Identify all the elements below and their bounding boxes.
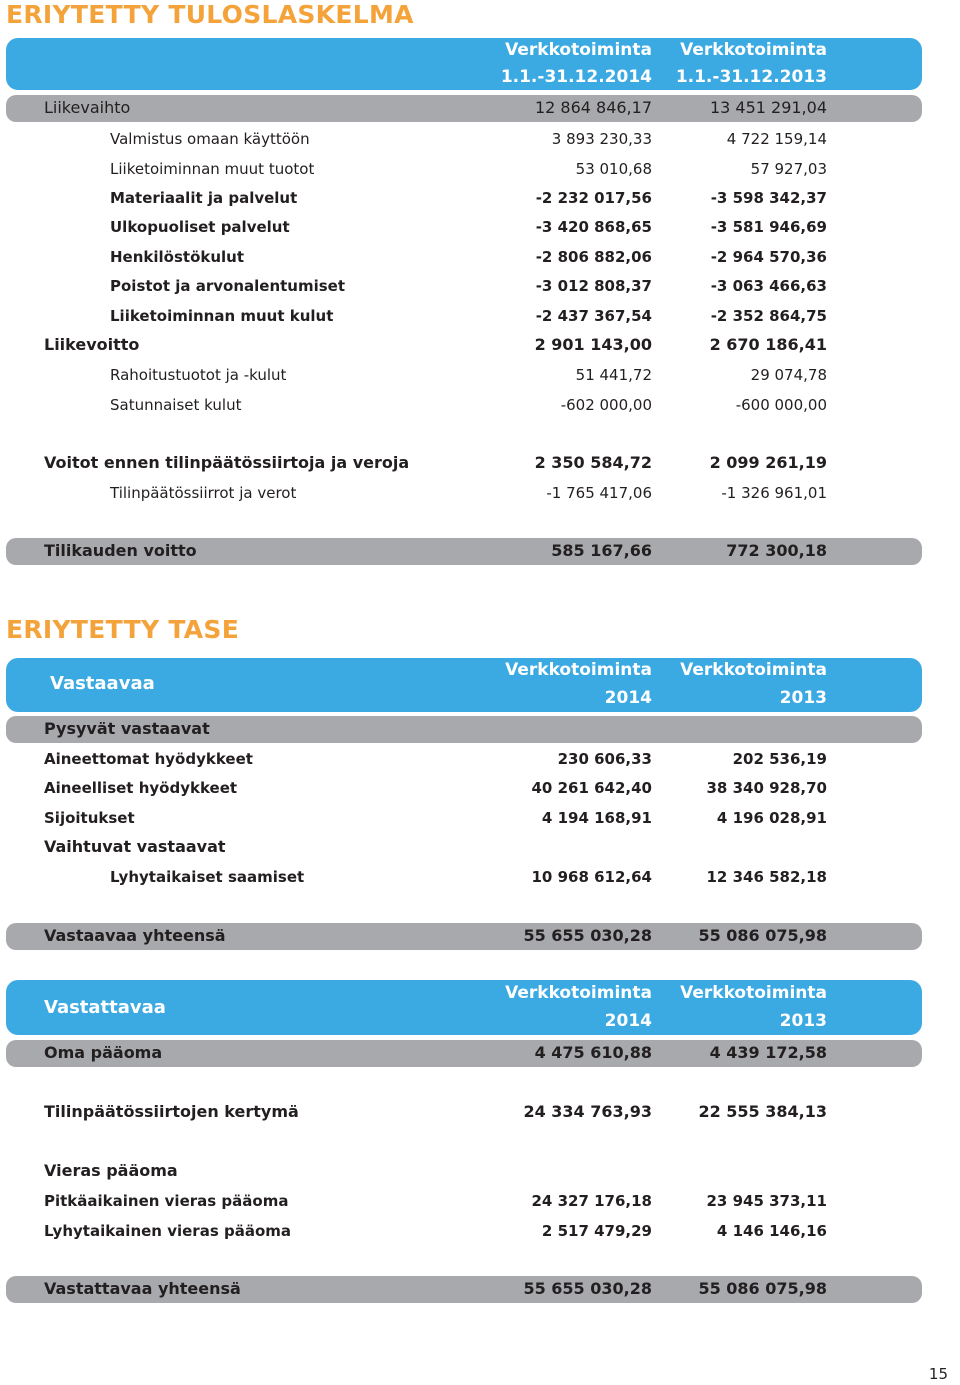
row-label: Poistot ja arvonalentumiset	[110, 277, 346, 295]
row-label: Aineelliset hyödykkeet	[44, 779, 238, 797]
assets-header-label: Vastaavaa	[50, 673, 155, 694]
liikevoitto-row	[0, 332, 960, 358]
section-label: Pysyvät vastaavat	[44, 719, 210, 738]
value-2014: 40 261 642,40	[531, 779, 652, 797]
assets-col1-line1: Verkkotoiminta	[505, 660, 652, 680]
tilikauden-voitto-row	[0, 538, 960, 564]
row-label: Voitot ennen tilinpäätössiirtoja ja veroja	[44, 453, 410, 472]
income-col1-line1: Verkkotoiminta	[505, 40, 652, 60]
oma-paaoma-row	[0, 1040, 960, 1066]
row-label: Rahoitustuotot ja -kulut	[110, 366, 287, 384]
row-label: Tilinpäätössiirrot ja verot	[110, 484, 297, 502]
row-label: Pitkäaikainen vieras pääoma	[44, 1192, 289, 1210]
value-2014: 10 968 612,64	[531, 868, 652, 886]
value-2014: 230 606,33	[557, 750, 652, 768]
row-label: Liiketoiminnan muut tuotot	[110, 160, 315, 178]
value-2014: 55 655 030,28	[523, 1279, 652, 1298]
liikevaihto-row	[0, 95, 960, 121]
row-label: Lyhytaikainen vieras pääoma	[44, 1222, 292, 1240]
assets-col1-line2: 2014	[604, 688, 652, 708]
value-2014: 53 010,68	[575, 160, 652, 178]
income-row	[0, 392, 960, 418]
liab-col2-line1: Verkkotoiminta	[680, 983, 827, 1003]
income-row	[0, 214, 960, 240]
value-2013: 12 346 582,18	[706, 868, 827, 886]
value-2014: 3 893 230,33	[551, 130, 652, 148]
row-label: Tilikauden voitto	[44, 541, 197, 560]
value-2013: 4 722 159,14	[726, 130, 827, 148]
value-2014: 12 864 846,17	[534, 98, 652, 117]
vastaavaa-yhteensa-row	[0, 923, 960, 949]
row-label: Satunnaiset kulut	[110, 396, 242, 414]
row-label: Vastaavaa yhteensä	[44, 926, 226, 945]
value-2013: -3 063 466,63	[710, 277, 827, 295]
income-col2-line1: Verkkotoiminta	[680, 40, 827, 60]
value-2013: 2 099 261,19	[709, 453, 827, 472]
asset-row	[0, 805, 960, 831]
income-col1-line2: 1.1.-31.12.2014	[500, 67, 652, 87]
vastattavaa-yhteensa-row	[0, 1276, 960, 1302]
row-label: Sijoitukset	[44, 809, 135, 827]
value-2013: 23 945 373,11	[706, 1192, 827, 1210]
page-number: 15	[928, 1365, 948, 1383]
row-label: Vastattavaa yhteensä	[44, 1279, 241, 1298]
row-label: Liikevaihto	[44, 98, 131, 117]
income-row	[0, 126, 960, 152]
value-2014: -1 765 417,06	[546, 484, 652, 502]
value-2013: 57 927,03	[750, 160, 827, 178]
row-label: Valmistus omaan käyttöön	[110, 130, 310, 148]
income-row	[0, 362, 960, 388]
row-label: Lyhytaikaiset saamiset	[110, 868, 305, 886]
value-2014: 2 350 584,72	[534, 453, 652, 472]
section-label: Vaihtuvat vastaavat	[44, 837, 226, 856]
value-2014: 24 334 763,93	[523, 1102, 652, 1121]
row-label: Materiaalit ja palvelut	[110, 189, 298, 207]
value-2014: -3 012 808,37	[535, 277, 652, 295]
income-row	[0, 185, 960, 211]
value-2013: -600 000,00	[735, 396, 827, 414]
value-2014: -2 437 367,54	[535, 307, 652, 325]
value-2014: 2 517 479,29	[541, 1222, 652, 1240]
income-row	[0, 273, 960, 299]
liab-col2-line2: 2013	[779, 1011, 827, 1031]
liabilities-header-label: Vastattavaa	[44, 997, 166, 1018]
liability-row	[0, 1218, 960, 1244]
asset-row	[0, 746, 960, 772]
value-2013: 4 439 172,58	[709, 1043, 827, 1062]
row-label: Aineettomat hyödykkeet	[44, 750, 253, 768]
value-2013: -3 581 946,69	[710, 218, 827, 236]
value-2013: -3 598 342,37	[710, 189, 827, 207]
row-label: Tilinpäätössiirtojen kertymä	[44, 1102, 299, 1121]
assets-col2-line1: Verkkotoiminta	[680, 660, 827, 680]
value-2014: -2 232 017,56	[535, 189, 652, 207]
assets-col2-line2: 2013	[779, 688, 827, 708]
value-2013: 38 340 928,70	[706, 779, 827, 797]
value-2013: 55 086 075,98	[698, 1279, 827, 1298]
voitot-row	[0, 450, 960, 476]
section-label: Vieras pääoma	[44, 1161, 178, 1180]
value-2014: 24 327 176,18	[531, 1192, 652, 1210]
value-2014: 55 655 030,28	[523, 926, 652, 945]
vieras-row	[0, 1158, 960, 1184]
balance-sheet-title: ERIYTETTY TASE	[6, 615, 240, 644]
value-2013: 13 451 291,04	[709, 98, 827, 117]
kertyma-row	[0, 1099, 960, 1125]
value-2014: 2 901 143,00	[534, 335, 652, 354]
liab-col1-line2: 2014	[604, 1011, 652, 1031]
row-label: Henkilöstökulut	[110, 248, 245, 266]
value-2013: 4 196 028,91	[716, 809, 827, 827]
value-2013: 772 300,18	[726, 541, 827, 560]
row-label: Oma pääoma	[44, 1043, 163, 1062]
income-row	[0, 480, 960, 506]
income-statement-title: ERIYTETTY TULOSLASKELMA	[6, 0, 414, 29]
value-2014: 4 194 168,91	[541, 809, 652, 827]
value-2014: 51 441,72	[575, 366, 652, 384]
value-2013: 4 146 146,16	[716, 1222, 827, 1240]
value-2014: -3 420 868,65	[535, 218, 652, 236]
value-2013: 202 536,19	[732, 750, 827, 768]
row-label: Liikevoitto	[44, 335, 140, 354]
value-2014: 4 475 610,88	[534, 1043, 652, 1062]
row-label: Liiketoiminnan muut kulut	[110, 307, 334, 325]
value-2013: 22 555 384,13	[698, 1102, 827, 1121]
value-2013: -2 352 864,75	[710, 307, 827, 325]
income-row	[0, 156, 960, 182]
asset-row	[0, 775, 960, 801]
asset-row	[0, 864, 960, 890]
value-2014: -2 806 882,06	[535, 248, 652, 266]
row-label: Ulkopuoliset palvelut	[110, 218, 290, 236]
value-2013: 55 086 075,98	[698, 926, 827, 945]
value-2014: -602 000,00	[560, 396, 652, 414]
income-col2-line2: 1.1.-31.12.2013	[675, 67, 827, 87]
pysyvat-row	[0, 716, 960, 742]
income-row	[0, 244, 960, 270]
value-2013: -2 964 570,36	[710, 248, 827, 266]
value-2014: 585 167,66	[551, 541, 652, 560]
vaihtuvat-row	[0, 834, 960, 860]
value-2013: 2 670 186,41	[709, 335, 827, 354]
income-row	[0, 303, 960, 329]
value-2013: 29 074,78	[750, 366, 827, 384]
liab-col1-line1: Verkkotoiminta	[505, 983, 652, 1003]
value-2013: -1 326 961,01	[721, 484, 827, 502]
liability-row	[0, 1188, 960, 1214]
